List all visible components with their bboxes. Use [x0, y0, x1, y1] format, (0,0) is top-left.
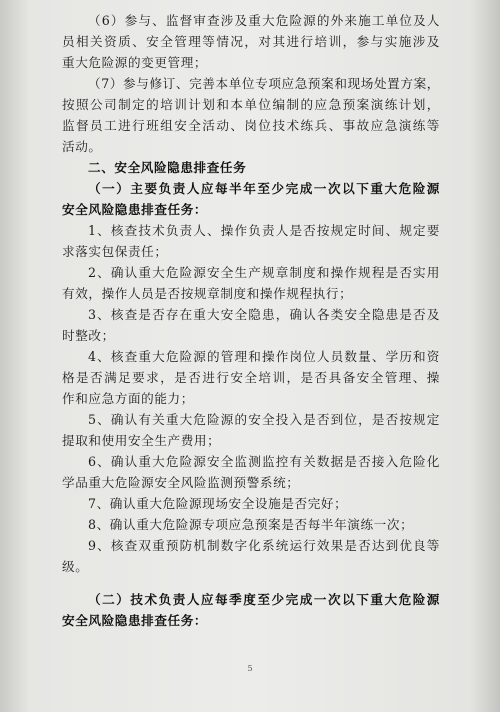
- page-number: 5: [247, 664, 253, 673]
- item-9-line-1: 9、核查双重预防机制数字化系统运行效果是否达到优良等: [88, 538, 440, 553]
- paragraph-6-line-3: 重大危险源的变更管理；: [62, 55, 208, 70]
- paragraph-7-line-2: 按照公司制定的培训计划和本单位编制的应急预案演练计划，: [62, 97, 440, 112]
- item-4-line-1: 4、核查重大危险源的管理和操作岗位人员数量、学历和资: [88, 349, 440, 364]
- item-2-line-1: 2、确认重大危险源安全生产规章制度和操作规程是否实用: [88, 265, 440, 280]
- item-2-line-2: 有效，操作人员是否按规章制度和操作规程执行；: [62, 286, 353, 301]
- paragraph-7-line-1: （7）参与修订、完善本单位专项应急预案和现场处置方案，: [88, 76, 440, 91]
- item-7-line-1: 7、确认重大危险源现场安全设施是否完好；: [88, 496, 348, 511]
- item-1-line-2: 求落实包保责任；: [62, 244, 168, 259]
- item-8-line-1: 8、确认重大危险源专项应急预案是否每半年演练一次；: [88, 517, 414, 532]
- subsection-1-heading-line-2: 安全风险隐患排查任务：: [62, 202, 208, 217]
- document-body: [62, 10, 440, 631]
- item-6-line-1: 6、确认重大危险源安全监测监控有关数据是否接入危险化: [88, 454, 440, 469]
- item-4-line-3: 作和应急方面的能力；: [62, 391, 194, 406]
- item-3-line-2: 时整改；: [62, 328, 115, 343]
- item-5-line-1: 5、确认有关重大危险源的安全投入是否到位，是否按规定: [88, 412, 440, 427]
- subsection-2-heading-line-2: 安全风险隐患排查任务：: [62, 613, 208, 628]
- paragraph-6-line-1: （6）参与、监督审查涉及重大危险源的外来施工单位及人: [88, 13, 440, 28]
- paragraph-6-line-2: 员相关资质、安全管理等情况，对其进行培训，参与实施涉及: [62, 34, 440, 49]
- item-9-line-2: 级。: [62, 559, 89, 574]
- item-1-line-1: 1、核查技术负责人、操作负责人是否按规定时间、规定要: [88, 223, 440, 238]
- item-4-line-2: 格是否满足要求，是否进行安全培训，是否具备安全管理、操: [62, 370, 440, 385]
- item-6-line-2: 学品重大危险源安全风险监测预警系统；: [62, 475, 300, 490]
- paragraph-gap: [62, 577, 440, 589]
- paragraph-7-line-3: 监督员工进行班组安全活动、岗位技术练兵、事故应急演练等: [62, 118, 440, 133]
- item-3-line-1: 3、核查是否存在重大安全隐患，确认各类安全隐患是否及: [88, 307, 440, 322]
- section-heading: 二、安全风险隐患排查任务: [88, 160, 247, 175]
- subsection-2-heading-line-1: （二）技术负责人应每季度至少完成一次以下重大危险源: [88, 592, 440, 607]
- item-5-line-2: 提取和使用安全生产费用；: [62, 433, 221, 448]
- paragraph-7-line-4: 活动。: [62, 139, 102, 154]
- subsection-1-heading-line-1: （一）主要负责人应每半年至少完成一次以下重大危险源: [88, 181, 440, 196]
